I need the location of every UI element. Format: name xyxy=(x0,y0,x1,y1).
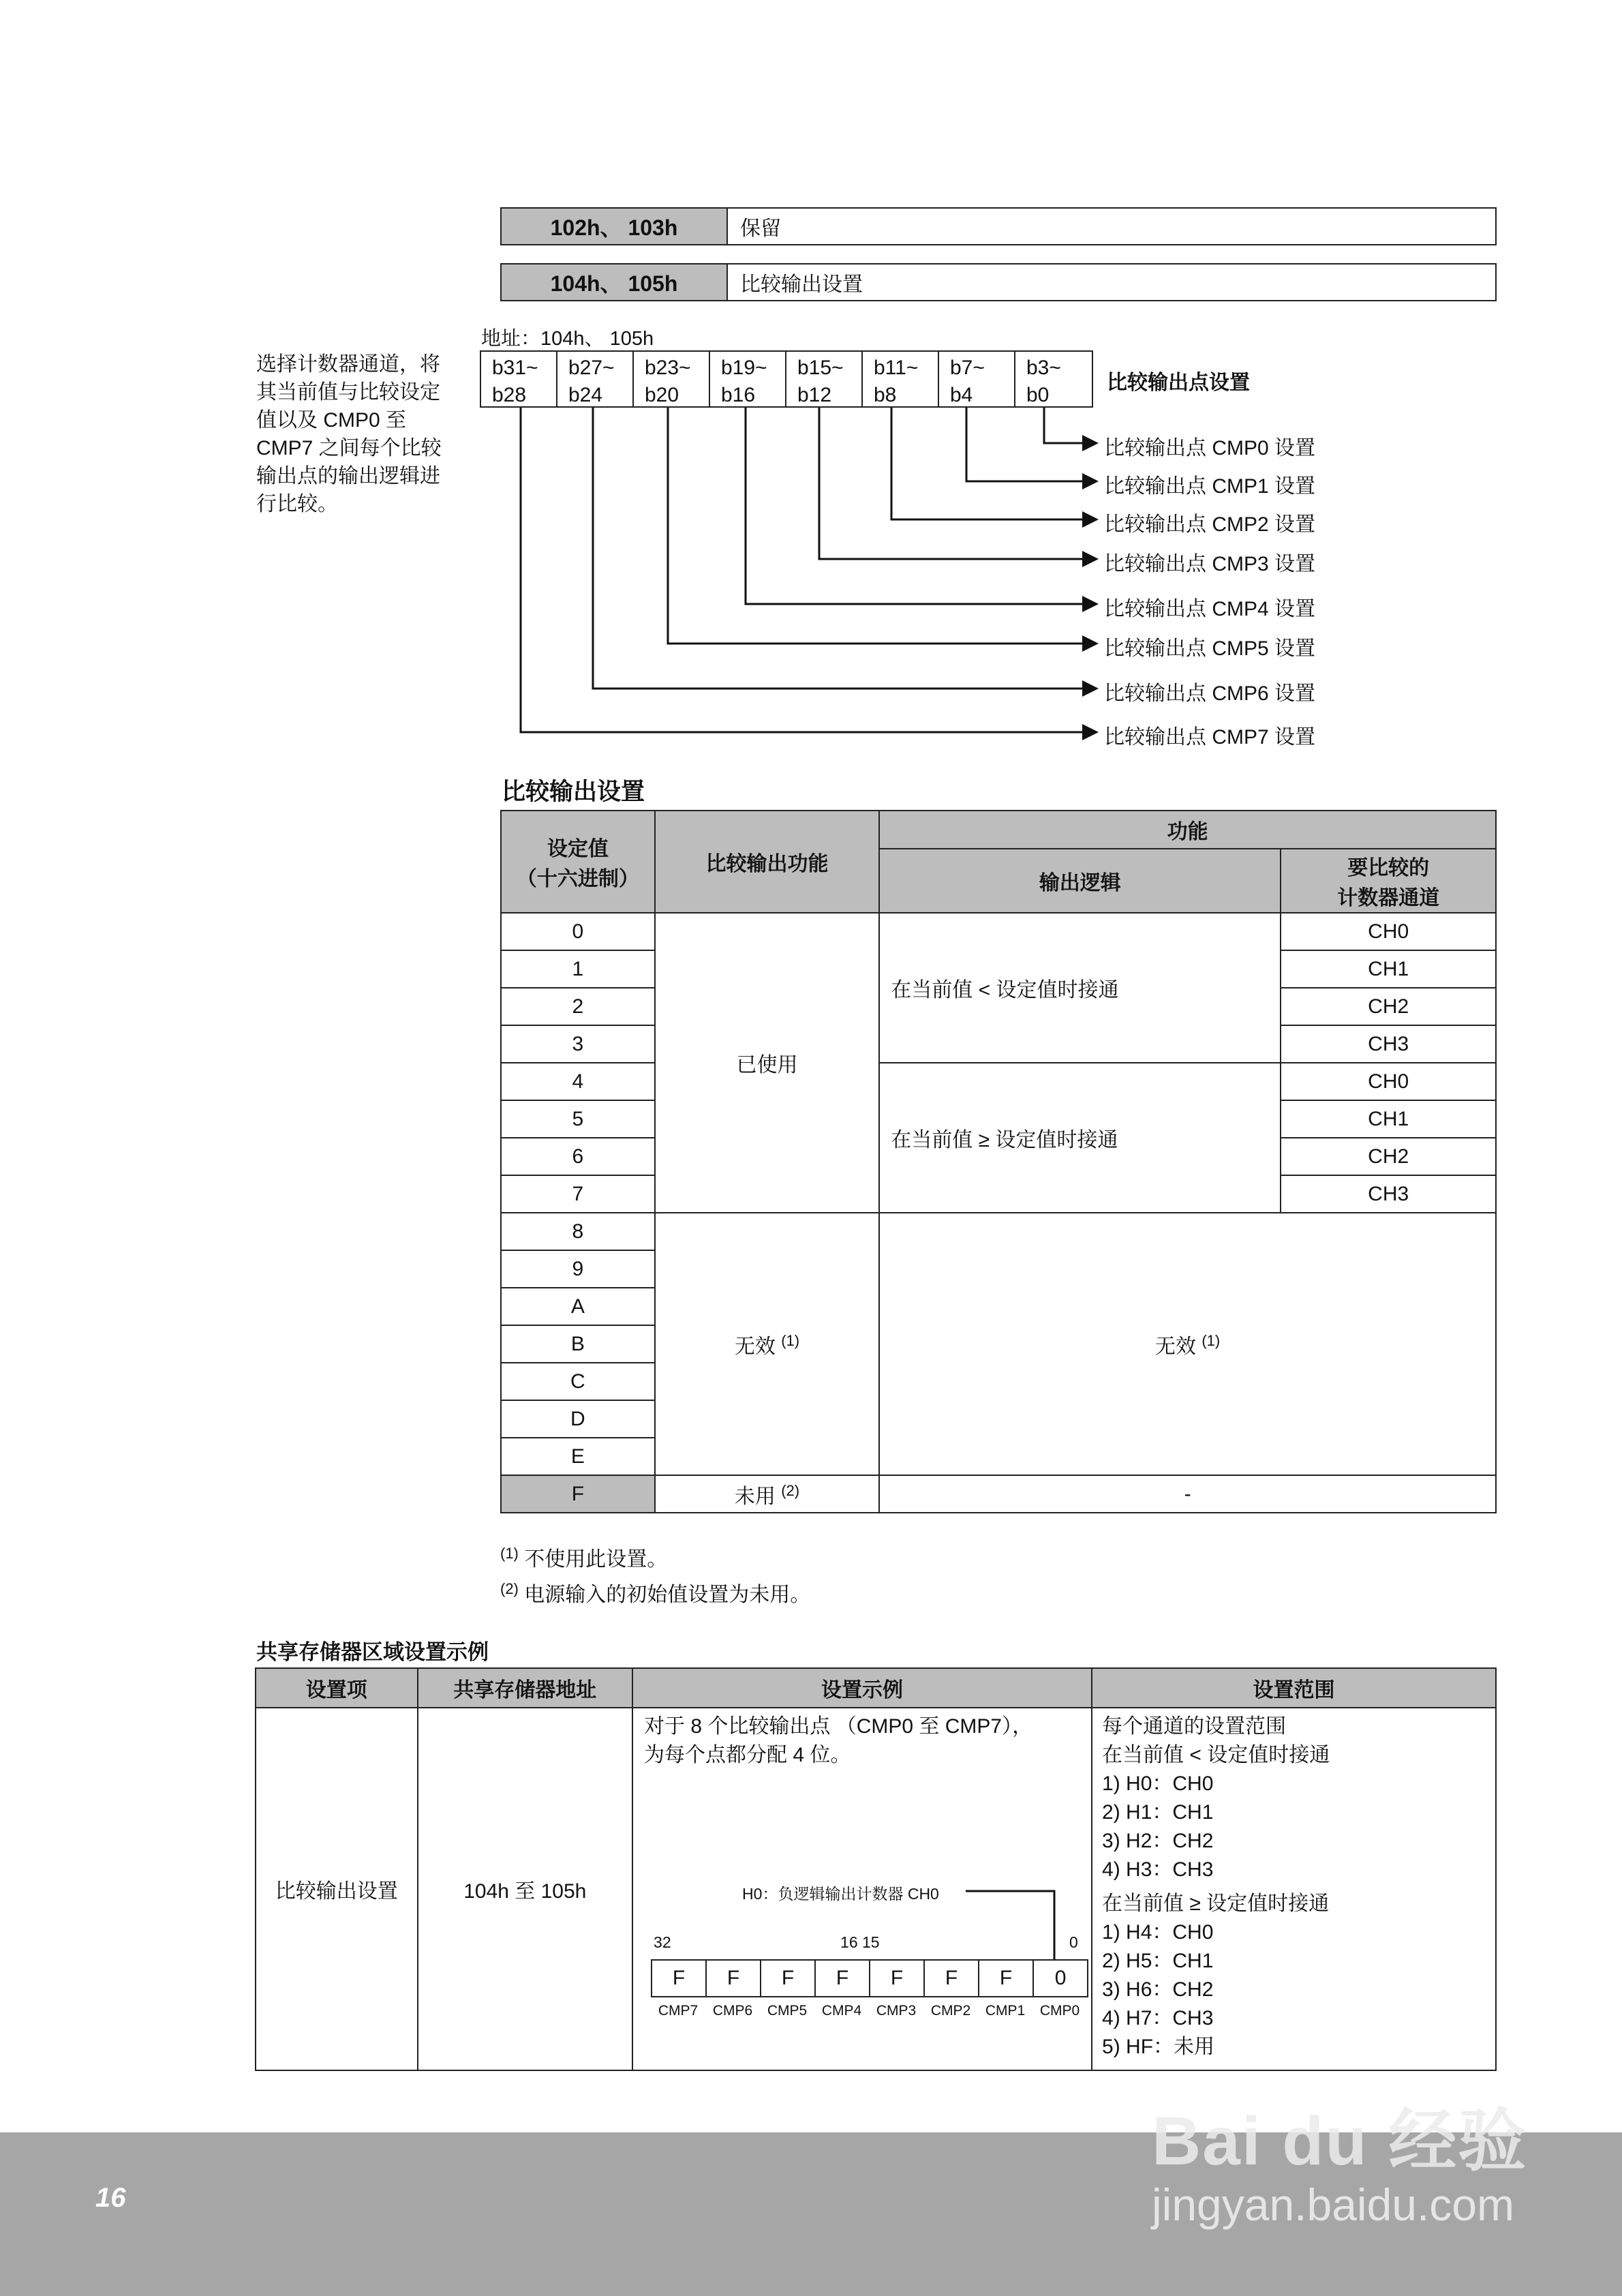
connector-cmp4 xyxy=(746,408,1088,604)
arrow-head xyxy=(1082,724,1099,740)
output-label: 比较输出点 CMP0 设置 xyxy=(1104,437,1316,459)
bit-group: b27~ b24 xyxy=(557,352,634,406)
example-cell xyxy=(632,1708,1092,2070)
setval-cell: 5 xyxy=(501,1100,655,1138)
example-bit-row xyxy=(651,1959,1088,1997)
addr-cell: 104h 至 105h xyxy=(418,1708,632,2070)
used-cell: 已使用 xyxy=(655,913,880,1213)
arrow-head xyxy=(1082,435,1099,451)
arrow-head xyxy=(1082,473,1099,489)
bit-group: b19~ b16 xyxy=(710,352,786,406)
th-func: 功能 xyxy=(879,811,1496,849)
header-key: 102h、 103h xyxy=(502,209,728,244)
table1-title: 比较输出设置 xyxy=(502,779,645,805)
setval-cell: 2 xyxy=(501,988,655,1025)
arrow-head xyxy=(1082,635,1099,652)
compare-settings-table xyxy=(500,810,1497,1513)
example-bit-cell: F xyxy=(925,1961,979,1996)
setval-cell: 1 xyxy=(501,950,655,988)
th-item: 设置项 xyxy=(256,1668,418,1708)
cmp-label: CMP7 xyxy=(658,2003,699,2019)
invalid-logic-cell: 无效 $^{(1)}$ xyxy=(879,1213,1496,1475)
header-value: 保留 xyxy=(740,217,781,240)
connector-cmp2 xyxy=(891,408,1088,519)
setval-cell: D xyxy=(501,1400,655,1438)
output-label: 比较输出点 CMP7 设置 xyxy=(1104,726,1316,749)
cmp-label: CMP0 xyxy=(1039,2003,1080,2019)
header-key: 104h、 105h xyxy=(502,265,728,300)
setval-cell: 3 xyxy=(501,1025,655,1063)
example-cmp-labels xyxy=(651,2003,1087,2019)
cmp-label: CMP4 xyxy=(821,2003,862,2019)
connector-cmp0 xyxy=(1044,408,1088,443)
setval-cell: 9 xyxy=(501,1250,655,1288)
bit-32-label: 32 xyxy=(654,1933,671,1951)
setval-cell: 8 xyxy=(501,1213,655,1250)
logic-ge-cell: 在当前值 ≥ 设定值时接通 xyxy=(879,1063,1281,1213)
setval-cell: 0 xyxy=(501,913,655,950)
output-label: 比较输出点 CMP4 设置 xyxy=(1104,598,1316,620)
example-bit-cell: F xyxy=(979,1961,1034,1996)
example-bit-cell: F xyxy=(761,1961,816,1996)
invalid-func-cell: 无效 $^{(1)}$ xyxy=(655,1213,880,1475)
side-note-line: 值以及 CMP0 至 xyxy=(256,409,407,432)
bit-group: b31~ b28 xyxy=(481,352,557,406)
channel-cell: CH3 xyxy=(1281,1175,1496,1213)
setval-cell: A xyxy=(501,1288,655,1325)
footnote-1: $^{(1)}$ 不使用此设置。 xyxy=(500,1545,668,1571)
shared-memory-table xyxy=(255,1667,1497,2071)
arrow-head xyxy=(1082,596,1099,612)
arrow-head xyxy=(1082,680,1099,697)
output-label: 比较输出点 CMP1 设置 xyxy=(1104,475,1316,498)
logic-lt-cell: 在当前值 < 设定值时接通 xyxy=(879,913,1281,1063)
cmp-label: CMP5 xyxy=(767,2003,808,2019)
example-bit-cell: F xyxy=(816,1961,870,1996)
callout-label: H0：负逻辑输出计数器 CH0 xyxy=(742,1885,939,1903)
output-label: 比较输出点 CMP6 设置 xyxy=(1104,682,1316,705)
table2-title: 共享存储器区域设置示例 xyxy=(256,1640,489,1664)
channel-cell: CH2 xyxy=(1281,1138,1496,1175)
th-addr: 共享存储器地址 xyxy=(418,1668,632,1708)
connector-cmp7 xyxy=(521,408,1088,732)
page-number: 16 xyxy=(95,2183,126,2213)
bit-connector-lines xyxy=(0,0,1622,750)
watermark-logo: Bai du 经验 xyxy=(1152,2103,1528,2179)
cmp-label: CMP6 xyxy=(712,2003,753,2019)
connector-cmp1 xyxy=(966,408,1088,481)
range-cell: 每个通道的设置范围 在当前值 < 设定值时接通 1) H0：CH0 2) H1：CH1 3) H2：CH2 4) H3：CH3 在当前值 ≥ 设定值时接通 1) H4：CH0 2) H5：CH1 3) H6：CH2 4) H7：CH3 5) HF：未用 xyxy=(1092,1708,1496,2070)
bit-1615-label: 16 15 xyxy=(840,1933,880,1951)
side-note-line: 其当前值与比较设定 xyxy=(256,381,440,404)
cmp-label: CMP2 xyxy=(930,2003,971,2019)
th-channel: 要比较的 计数器通道 xyxy=(1281,849,1496,913)
channel-cell: CH0 xyxy=(1281,1063,1496,1100)
th-setval: 设定值 （十六进制） xyxy=(501,811,655,913)
output-label: 比较输出点 CMP5 设置 xyxy=(1104,637,1316,660)
item-cell: 比较输出设置 xyxy=(256,1708,418,2070)
connector-cmp3 xyxy=(819,408,1088,559)
unused-cell: 未用 $^{(2)}$ xyxy=(655,1475,880,1513)
dash-cell: - xyxy=(879,1475,1496,1513)
setval-cell: 6 xyxy=(501,1138,655,1175)
th-example: 设置示例 xyxy=(632,1668,1092,1708)
side-note-line: 输出点的输出逻辑进 xyxy=(256,465,440,487)
watermark-url: jingyan.baidu.com xyxy=(1152,2179,1514,2230)
channel-cell: CH2 xyxy=(1281,988,1496,1025)
bits-title: 比较输出点设置 xyxy=(1107,372,1250,394)
connector-cmp5 xyxy=(668,408,1088,644)
th-logic: 输出逻辑 xyxy=(879,849,1281,913)
bit-group: b15~ b12 xyxy=(786,352,863,406)
setval-cell: 7 xyxy=(501,1175,655,1213)
bit-group: b3~ b0 xyxy=(1026,357,1061,406)
arrow-head xyxy=(1082,551,1099,567)
side-note-line: 选择计数器通道，将 xyxy=(256,353,440,376)
example-bit-cell: F xyxy=(870,1961,925,1996)
output-label: 比较输出点 CMP3 设置 xyxy=(1104,553,1316,575)
example-bit-cell: F xyxy=(652,1961,707,1996)
setval-cell: E xyxy=(501,1438,655,1475)
bit-group: b7~ b4 xyxy=(939,352,1015,406)
setval-cell: 4 xyxy=(501,1063,655,1100)
setval-cell: F xyxy=(501,1475,655,1513)
example-bit-cell: 0 xyxy=(1054,1967,1067,1989)
output-label: 比较输出点 CMP2 设置 xyxy=(1104,513,1316,536)
cmp-label: CMP3 xyxy=(876,2003,917,2019)
side-note-line: 行比较。 xyxy=(256,493,338,515)
setval-cell: B xyxy=(501,1325,655,1363)
footnote-2: $^{(2)}$ 电源输入的初始值设置为未用。 xyxy=(500,1580,811,1606)
th-func-col: 比较输出功能 xyxy=(655,811,880,913)
address-label: 地址：104h、 105h xyxy=(481,328,654,350)
channel-cell: CH1 xyxy=(1281,950,1496,988)
cmp-label: CMP1 xyxy=(985,2003,1026,2019)
example-text: 对于 8 个比较输出点 （CMP0 至 CMP7）， 为每个点都分配 4 位。 xyxy=(644,1715,1033,1766)
example-bit-cell: F xyxy=(707,1961,761,1996)
channel-cell: CH0 xyxy=(1281,913,1496,950)
th-range: 设置范围 xyxy=(1092,1668,1496,1708)
header-value: 比较输出设置 xyxy=(740,273,863,296)
side-note-line: CMP7 之间每个比较 xyxy=(256,437,442,459)
bit-group: b23~ b20 xyxy=(634,352,710,406)
setval-cell: C xyxy=(501,1363,655,1400)
bit-0-label: 0 xyxy=(1069,1933,1078,1951)
bit-group: b11~ b8 xyxy=(863,352,939,406)
channel-cell: CH3 xyxy=(1281,1025,1496,1063)
arrow-head xyxy=(1082,511,1099,528)
channel-cell: CH1 xyxy=(1281,1100,1496,1138)
